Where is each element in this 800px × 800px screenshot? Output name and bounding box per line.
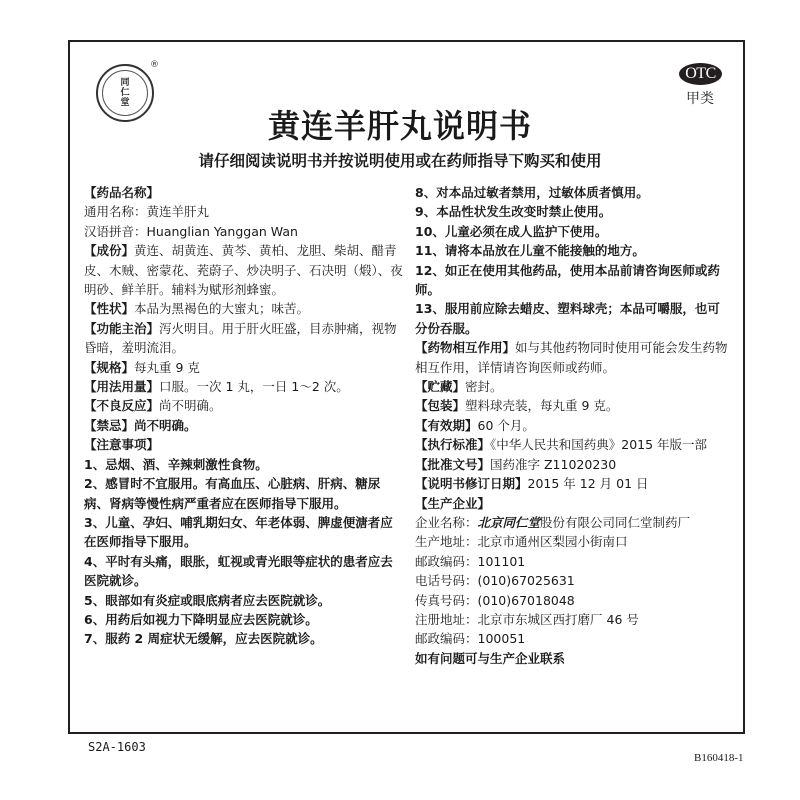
precaution-item: 7、服药 2 周症状无缓解，应去医院就诊。 — [84, 631, 323, 647]
package-section: 【包装】塑料球壳装，每丸重 9 克。 — [415, 398, 619, 414]
print-code-right: B160418-1 — [694, 752, 744, 764]
precaution-item: 6、用药后如视力下降明显应去医院就诊。 — [84, 611, 318, 627]
ingredients-section: 【成份】黄连、胡黄连、黄芩、黄柏、龙胆、柴胡、醋青皮、木贼、密蒙花、茺蔚子、炒决明子、石决明（煅）、夜明砂、鲜羊肝。辅料为赋形剂蜂蜜。 — [84, 243, 403, 298]
otc-badge: OTC — [679, 63, 722, 85]
postcode-row: 邮政编码：101101 — [415, 553, 526, 569]
registered-postcode-row: 邮政编码：100051 — [415, 631, 526, 647]
print-code-left: S2A-1603 — [88, 740, 146, 754]
section-heading-precautions: 【注意事项】 — [84, 437, 160, 453]
logo-emblem-icon: 同 仁 堂 — [102, 70, 148, 116]
section-heading-manufacturer: 【生产企业】 — [415, 495, 491, 511]
description-section: 【性状】本品为黑褐色的大蜜丸；味苦。 — [84, 301, 310, 317]
precaution-item: 5、眼部如有炎症或眼底病者应去医院就诊。 — [84, 592, 331, 608]
dosage-section: 【用法用量】口服。一次 1 丸，一日 1～2 次。 — [84, 379, 349, 395]
specification-section: 【规格】每丸重 9 克 — [84, 359, 200, 375]
right-column — [415, 183, 730, 668]
precaution-item: 13、服用前应除去蜡皮、塑料球壳；本品可嚼服，也可分份吞服。 — [415, 301, 720, 336]
precaution-item: 1、忌烟、酒、辛辣刺激性食物。 — [84, 456, 268, 472]
pinyin-row: 汉语拼音：Huanglian Yanggan Wan — [84, 223, 298, 239]
contact-note: 如有问题可与生产企业联系 — [415, 650, 566, 666]
registered-mark: ® — [150, 60, 159, 70]
otc-class-label: 甲类 — [686, 91, 714, 107]
phone-row: 电话号码：(010)67025631 — [415, 573, 575, 589]
interactions-section: 【药物相互作用】如与其他药物同时使用可能会发生药物相互作用，详情请咨询医师或药师。 — [415, 340, 728, 375]
fax-row: 传真号码：(010)67018048 — [415, 592, 575, 608]
precaution-item: 11、请将本品放在儿童不能接触的地方。 — [415, 243, 645, 259]
precaution-item: 9、本品性状发生改变时禁止使用。 — [415, 204, 612, 220]
precaution-item: 2、感冒时不宜服用。有高血压、心脏病、肝病、糖尿病、肾病等慢性病严重者应在医师指导下服用。 — [84, 476, 381, 511]
section-heading-drug-name: 【药品名称】 — [84, 185, 160, 200]
precaution-item: 10、儿童必须在成人监护下使用。 — [415, 223, 608, 239]
indications-section: 【功能主治】泻火明目。用于肝火旺盛，目赤肿痛，视物昏暗，羞明流泪。 — [84, 320, 397, 356]
contraindications-section: 【禁忌】尚不明确。 — [84, 417, 197, 433]
generic-name-row: 通用名称：黄连羊肝丸 — [84, 204, 210, 220]
standard-section: 【执行标准】《中华人民共和国药典》2015 年版一部 — [415, 437, 708, 453]
revision-date-section: 【说明书修订日期】2015 年 12 月 01 日 — [415, 476, 649, 492]
adverse-reactions-section: 【不良反应】尚不明确。 — [84, 398, 222, 414]
registered-address-row: 注册地址：北京市东城区西打磨厂 46 号 — [415, 611, 639, 627]
page-title: 黄连羊肝丸说明书 — [267, 107, 532, 145]
production-address-row: 生产地址：北京市通州区梨园小街南口 — [415, 534, 628, 550]
left-column — [84, 183, 404, 649]
manufacturer-name-row: 企业名称：北京同仁堂股份有限公司同仁堂制药厂 — [415, 514, 691, 530]
page-subtitle: 请仔细阅读说明书并按说明使用或在药师指导下购买和使用 — [198, 152, 602, 170]
brand-name: 北京同仁堂 — [477, 514, 541, 530]
expiry-section: 【有效期】60 个月。 — [415, 417, 535, 433]
precaution-item: 8、对本品过敏者禁用，过敏体质者慎用。 — [415, 185, 649, 200]
storage-section: 【贮藏】密封。 — [415, 379, 503, 395]
precaution-item: 4、平时有头痛，眼胀，虹视或青光眼等症状的患者应去医院就诊。 — [84, 553, 393, 589]
precaution-item: 12、如正在使用其他药品，使用本品前请咨询医师或药师。 — [415, 262, 720, 298]
precaution-item: 3、儿童、孕妇、哺乳期妇女、年老体弱、脾虚便溏者应在医师指导下服用。 — [84, 514, 393, 550]
approval-section: 【批准文号】国药准字 Z11020230 — [415, 456, 617, 472]
